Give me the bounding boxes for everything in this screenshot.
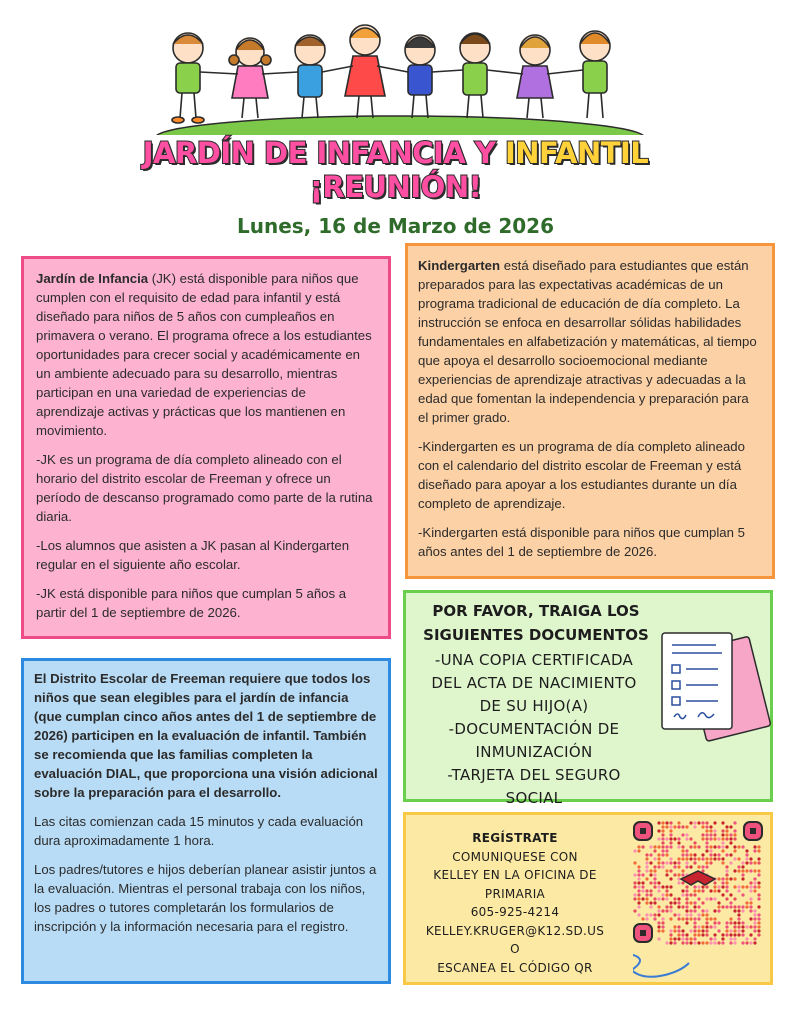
freeman-paragraph-2: Las citas comienzan cada 15 minutos y cada evaluación dura aproximadamente 1 hora. <box>34 814 364 848</box>
document-checklist-icon <box>656 623 771 743</box>
register-phone: 605-925-4214 <box>470 905 560 919</box>
freeman-district-panel <box>21 658 391 984</box>
register-text <box>412 829 618 977</box>
register-scan: ESCANEA EL CÓDIGO QR <box>437 960 593 975</box>
register-title: REGÍSTRATE <box>472 831 558 845</box>
event-date: Lunes, 16 de Marzo de 2026 <box>236 214 554 238</box>
children-illustration <box>150 10 650 135</box>
documents-list <box>408 649 660 810</box>
qr-code[interactable] <box>633 821 763 979</box>
title-part-2: INFANTIL <box>504 136 649 170</box>
jk-paragraph-3: -Los alumnos que asisten a JK pasan al Kindergarten regular en el siguiente año escolar. <box>36 538 350 572</box>
register-panel <box>403 812 773 985</box>
jk-paragraph-2: -JK es un programa de día completo alineado con el horario del distrito escolar de Freeman y ofrece un período de descanso programado como parte de la rutina diaria. <box>36 452 373 524</box>
register-or: O <box>510 942 520 956</box>
k-paragraph-2: -Kindergarten es un programa de día completo alineado con el calendario del distrito escolar de Freeman y está diseñado para apoyar a los estudiantes durante un día completo de aprendizaje. <box>418 439 745 511</box>
jk-lead-rest: (JK) está disponible para niños que cumplen con el requisito de edad para infantil y está diseñado para niños de 5 años con cumpleaños en primavera o verano. El programa ofrece a los estudiantes oportunidades para crecer social y académicamente en un ambiente adecuado para su desarrollo, mientras participan en una variedad de experiencias de aprendizaje activas y prácticas que los mantienen en movimiento. <box>36 271 372 438</box>
documents-heading: POR FAVOR, TRAIGA LOS SIGUIENTES DOCUMENTOS <box>423 602 649 644</box>
register-contact: COMUNIQUESE CON KELLEY EN LA OFICINA DE PRIMARIA <box>433 849 597 901</box>
k-lead: Kindergarten <box>418 258 501 273</box>
jk-paragraph-4: -JK está disponible para niños que cumplan 5 años a partir del 1 de septiembre de 2026. <box>36 586 347 620</box>
jk-intro <box>36 269 376 440</box>
title-part-1: JARDÍN DE INFANCIA Y <box>142 136 496 170</box>
kindergarten-panel <box>405 243 775 579</box>
jk-lead: Jardín de Infancia <box>36 271 149 286</box>
documents-panel <box>403 590 773 807</box>
k-lead-rest: está diseñado para estudiantes que están preparados para las expectativas académicas de un programa tradicional de educación de día completo. La instrucción se enfoca en desarrollar sólidas habilidades fundamentales en alfabetización y matemáticas, al tiempo que apoya el desarrollo socioemocional mediante experiencias de aprendizaje atractivas y adecuadas a la edad que fomentan la independencia y preparación para el primer grado. <box>418 258 757 425</box>
register-email[interactable]: KELLEY.KRUGER@K12.SD.US <box>425 923 605 938</box>
freeman-paragraph-3: Los padres/tutores e hijos deberían planear asistir juntos a la evaluación. Mientras el personal trabaja con los niños, los padres o tutores completarán los formularios de inscripción y la información necesaria para el registro. <box>34 862 377 934</box>
junior-kindergarten-panel <box>21 256 391 639</box>
list-item: -UNA COPIA CERTIFICADA DEL ACTA DE NACIMIENTO DE SU HIJO(A) <box>431 651 637 715</box>
k-intro <box>418 256 762 427</box>
page-title <box>0 136 791 170</box>
k-paragraph-3: -Kindergarten está disponible para niños que cumplan 5 años antes del 1 de septiembre de 2026. <box>418 525 745 559</box>
page-subtitle: ¡REUNIÓN! <box>309 170 482 204</box>
freeman-requirement: El Distrito Escolar de Freeman requiere que todos los niños que sean elegibles para el jardín de infancia (que cumplan cinco años antes del 1 de septiembre de 2026) participen en la evaluación de infantil. También se recomienda que las familias completen la evaluación DIAL, que proporciona una visión adicional sobre la preparación para el desarrollo. <box>34 671 378 800</box>
list-item: -DOCUMENTACIÓN DE INMUNIZACIÓN <box>448 720 620 761</box>
list-item: -TARJETA DEL SEGURO SOCIAL <box>447 766 621 807</box>
